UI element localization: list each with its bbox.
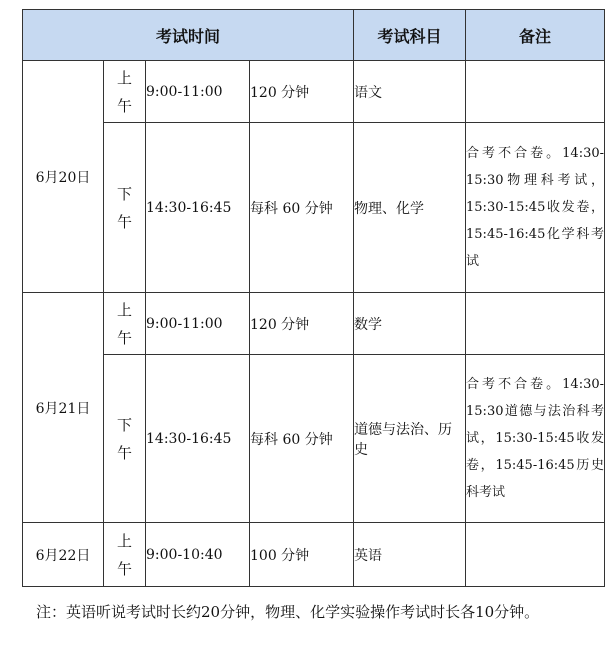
table-row <box>23 123 605 293</box>
period-char: 午 <box>116 328 132 347</box>
header-note: 备注 <box>466 10 605 61</box>
duration-cell: 每科 60 分钟 <box>250 355 354 523</box>
time-cell: 14:30-16:45 <box>146 355 250 523</box>
note-cell: 合考不合卷。14:30-15:30物理科考试，15:30-15:45收发卷，15:45-16:45化学科考试 <box>466 123 605 293</box>
table-header-row <box>23 10 605 61</box>
duration-cell: 100 分钟 <box>250 523 354 587</box>
period-char: 上 <box>116 68 132 87</box>
note-cell <box>466 523 605 587</box>
subject-cell: 物理、化学 <box>354 123 466 293</box>
time-cell: 9:00-10:40 <box>146 523 250 587</box>
table-row <box>23 61 605 123</box>
table-row <box>23 355 605 523</box>
table-row <box>23 293 605 355</box>
subject-cell: 道德与法治、历史 <box>354 355 466 523</box>
period-char: 午 <box>116 96 132 115</box>
exam-schedule-table <box>22 9 605 587</box>
time-cell: 14:30-16:45 <box>146 123 250 293</box>
date-cell: 6月21日 <box>23 293 104 523</box>
note-cell <box>466 293 605 355</box>
period-char: 下 <box>116 415 132 434</box>
header-exam-time: 考试时间 <box>23 10 354 61</box>
subject-cell: 语文 <box>354 61 466 123</box>
duration-cell: 120 分钟 <box>250 61 354 123</box>
date-cell: 6月22日 <box>23 523 104 587</box>
footnote <box>14 596 606 629</box>
period-cell <box>104 61 146 123</box>
table-row <box>23 523 605 587</box>
time-cell: 9:00-11:00 <box>146 61 250 123</box>
period-char: 午 <box>116 212 132 231</box>
period-cell <box>104 293 146 355</box>
duration-cell: 每科 60 分钟 <box>250 123 354 293</box>
time-cell: 9:00-11:00 <box>146 293 250 355</box>
period-cell <box>104 523 146 587</box>
subject-cell: 英语 <box>354 523 466 587</box>
period-char: 午 <box>116 559 132 578</box>
period-cell <box>104 123 146 293</box>
note-cell: 合考不合卷。14:30-15:30道德与法治科考试，15:30-15:45收发卷，15:45-16:45历史科考试 <box>466 355 605 523</box>
period-char: 下 <box>116 184 132 203</box>
period-cell <box>104 355 146 523</box>
footnote-text: 注：英语听说考试时长约20分钟，物理、化学实验操作考试时长各10分钟。 <box>36 603 540 621</box>
header-subject: 考试科目 <box>354 10 466 61</box>
date-cell: 6月20日 <box>23 61 104 293</box>
period-char: 上 <box>116 531 132 550</box>
note-cell <box>466 61 605 123</box>
duration-cell: 120 分钟 <box>250 293 354 355</box>
subject-cell: 数学 <box>354 293 466 355</box>
period-char: 上 <box>116 300 132 319</box>
period-char: 午 <box>116 443 132 462</box>
